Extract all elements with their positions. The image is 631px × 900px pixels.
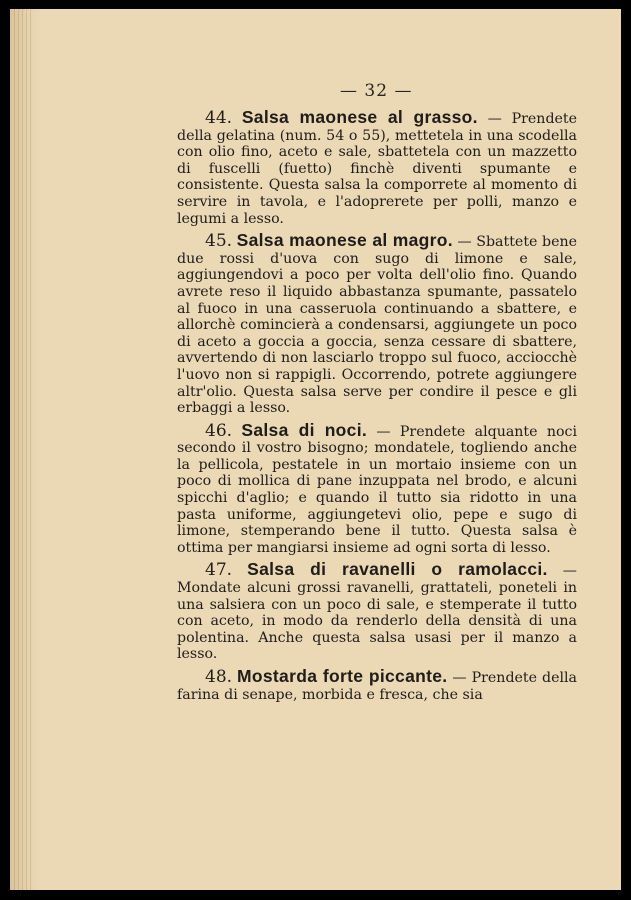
recipe-body: — Sbattete bene due rossi d'uova con sugo di limone e sale, aggiungendovi a poco per volta dell'olio fino. Quando avrete reso il liquido abbastanza spumante, passatelo al fuoco in una casseruola continuando a sbattere, e allorchè comincierà a condensarsi, aggiungete un poco di aceto a goccia a goccia, senza cessare di sbattere, avvertendo di non lasciarlo troppo sul fuoco, acciocchè l'uovo non si rappigli. Occorrendo, potrete aggiungere altr'olio. Questa salsa serve per condire il pesce e gli erbaggi a lesso. xyxy=(177,234,578,417)
recipe-48 xyxy=(177,668,577,703)
recipe-list xyxy=(177,109,577,708)
recipe-number: 48. xyxy=(205,667,233,687)
page-edge xyxy=(10,9,40,890)
recipe-44 xyxy=(177,109,577,227)
recipe-title: Mostarda forte piccante. xyxy=(237,666,448,686)
recipe-body: — Prendete alquante noci secondo il vostro bisogno; mondatele, togliendo anche la pellicola, pestatele in un mortaio insieme con un poco di mollica di pane inzuppata nel brodo, e alcuni spicchi d'aglio; e quando il tutto sia ridotto in una pasta uniforme, aggiungetevi olio, pepe e sugo di limone, stemperando bene il tutto. Questa salsa è ottima per mangiarsi insieme ad ogni sorta di lesso. xyxy=(177,423,578,556)
recipe-title: Salsa di noci. xyxy=(241,419,368,440)
recipe-number: 45. xyxy=(205,231,233,252)
recipe-47 xyxy=(177,561,577,663)
book-page xyxy=(10,9,621,890)
recipe-number: 46. xyxy=(205,420,233,441)
recipe-45 xyxy=(177,232,577,417)
recipe-title: Salsa di ravanelli o ramolacci. xyxy=(247,559,548,580)
recipe-46 xyxy=(177,419,578,557)
recipe-body: — Prendete della farina di senape, morbida e fresca, che sia xyxy=(177,670,578,703)
recipe-body: — Prendete della gelatina (num. 54 o 55), mettetela in una scodella con olio fino, aceto e sale, sbattetela con un mazzetto di fuscelli (fuetto) finchè diventi spumante e consistente. Questa salsa la comporrete al momento di servire in tavola, e l'adoprerete per polli, manzo e legumi a lesso. xyxy=(177,111,578,227)
recipe-body: — Mondate alcuni grossi ravanelli, grattateli, poneteli in una salsiera con un poco di sale, e stemperate il tutto con aceto, in modo da renderlo della densità di una polentina. Anche questa salsa usasi per il manzo a lesso. xyxy=(177,563,577,663)
page-edge-lines xyxy=(14,9,34,890)
recipe-title: Salsa maonese al grasso. xyxy=(241,107,478,127)
recipe-number: 47. xyxy=(205,560,233,581)
recipe-title: Salsa maonese al magro. xyxy=(236,230,453,251)
recipe-number: 44. xyxy=(205,108,233,128)
page-number: — 32 — xyxy=(340,81,413,101)
